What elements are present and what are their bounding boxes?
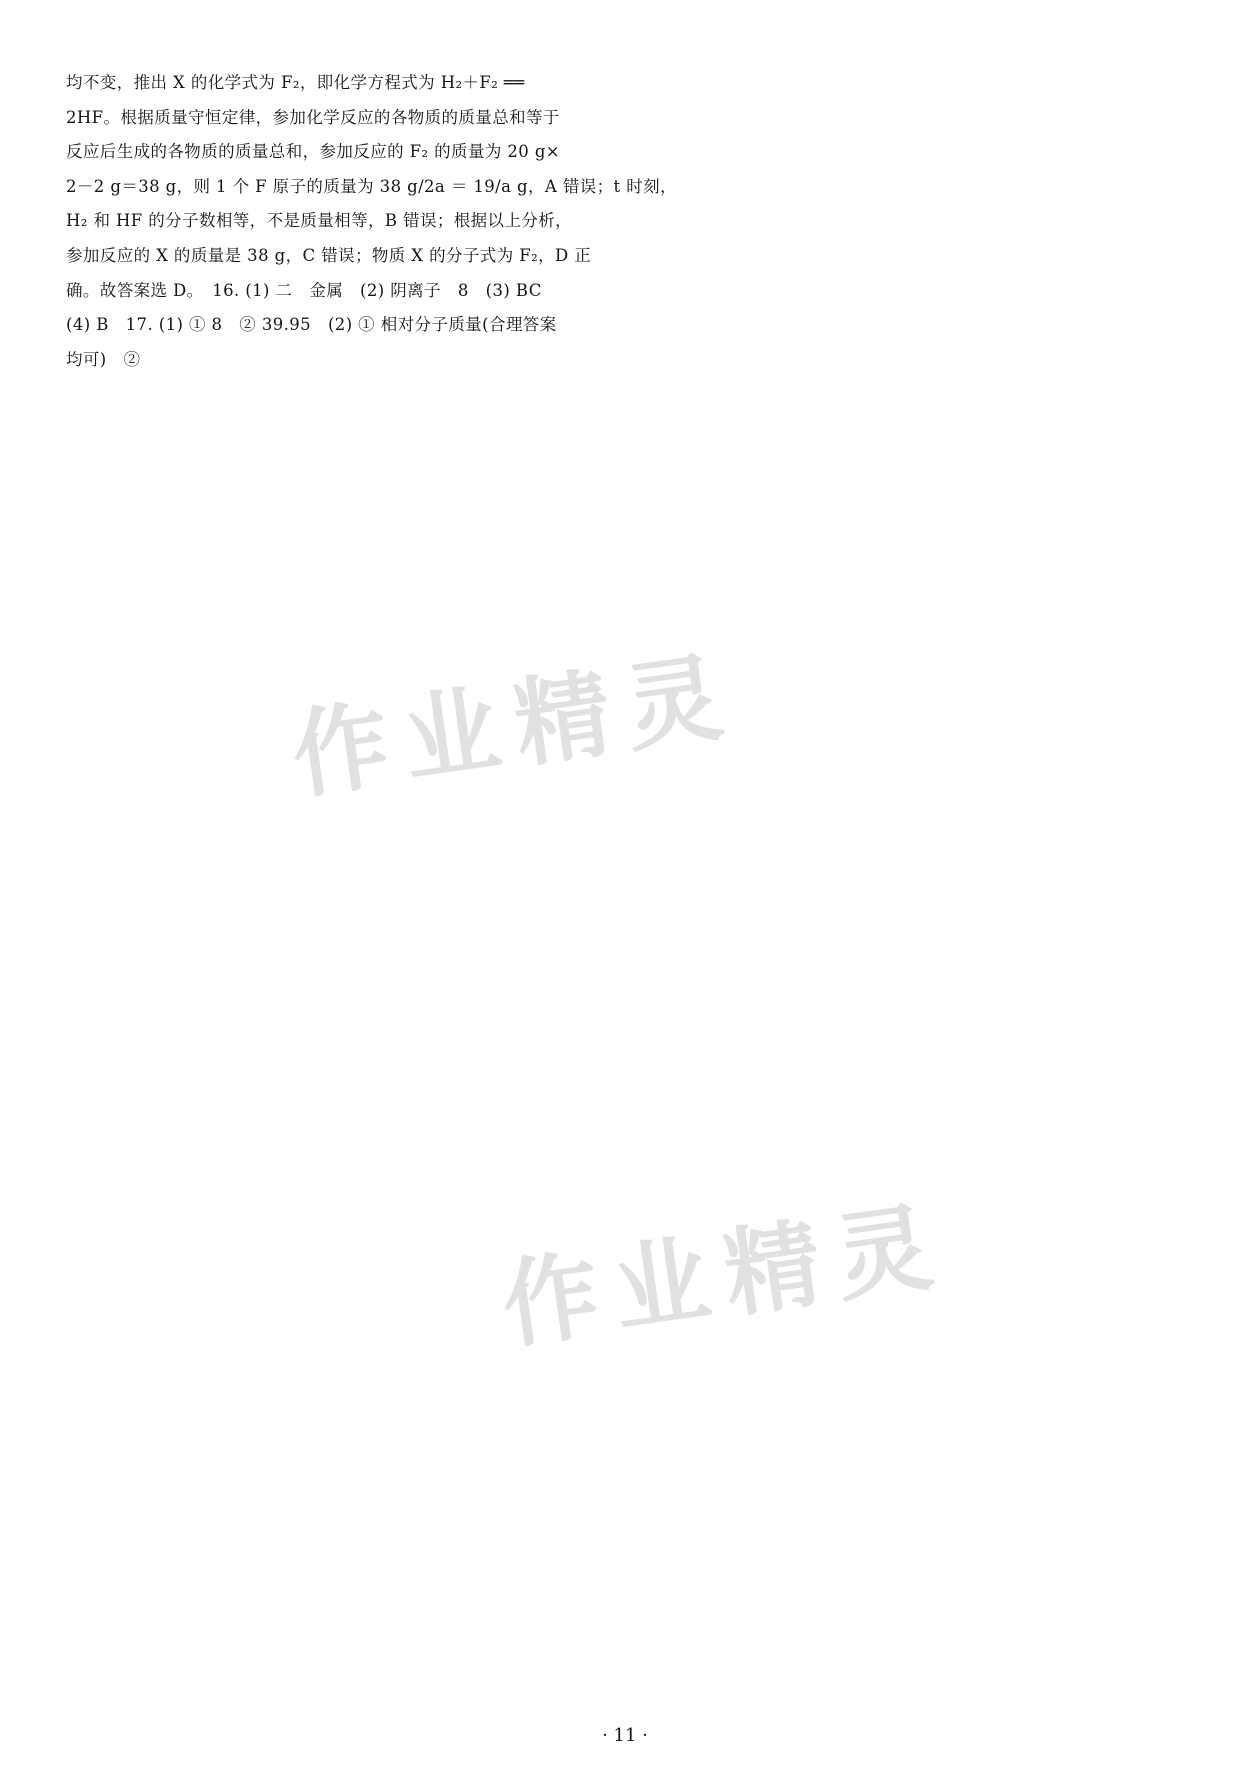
text-line: (4) B 17. (1) ① 8 ② 39.95 (2) ① 相对分子质量(合理答案 [66,315,557,335]
text-line: 参加反应的 X 的质量是 38 g，C 错误；物质 X 的分子式为 F₂，D 正 [66,245,592,265]
watermark-bottom: 作业精灵 [495,1189,955,1363]
page-number: · 11 · [602,1725,648,1746]
text-line: 均可) ② [66,349,141,369]
text-line: H₂ 和 HF 的分子数相等，不是质量相等，B 错误；根据以上分析， [66,211,573,231]
left-column [66,66,677,377]
text-line: 反应后生成的各物质的质量总和，参加反应的 F₂ 的质量为 20 g× [66,142,561,162]
watermark-top: 作业精灵 [285,639,745,813]
text-line: 确。故答案选 D。 16. (1) 二 金属 (2) 阴离子 8 (3) BC [66,280,542,300]
text-line: 2HF。根据质量守恒定律，参加化学反应的各物质的质量总和等于 [66,107,560,127]
text-line: 均不变，推出 X 的化学式为 F₂，即化学方程式为 H₂＋F₂ ══ [66,73,525,92]
text-line: 2－2 g＝38 g，则 1 个 F 原子的质量为 38 g/2a ＝ 19/a g，A 错误；t 时刻， [66,176,677,196]
